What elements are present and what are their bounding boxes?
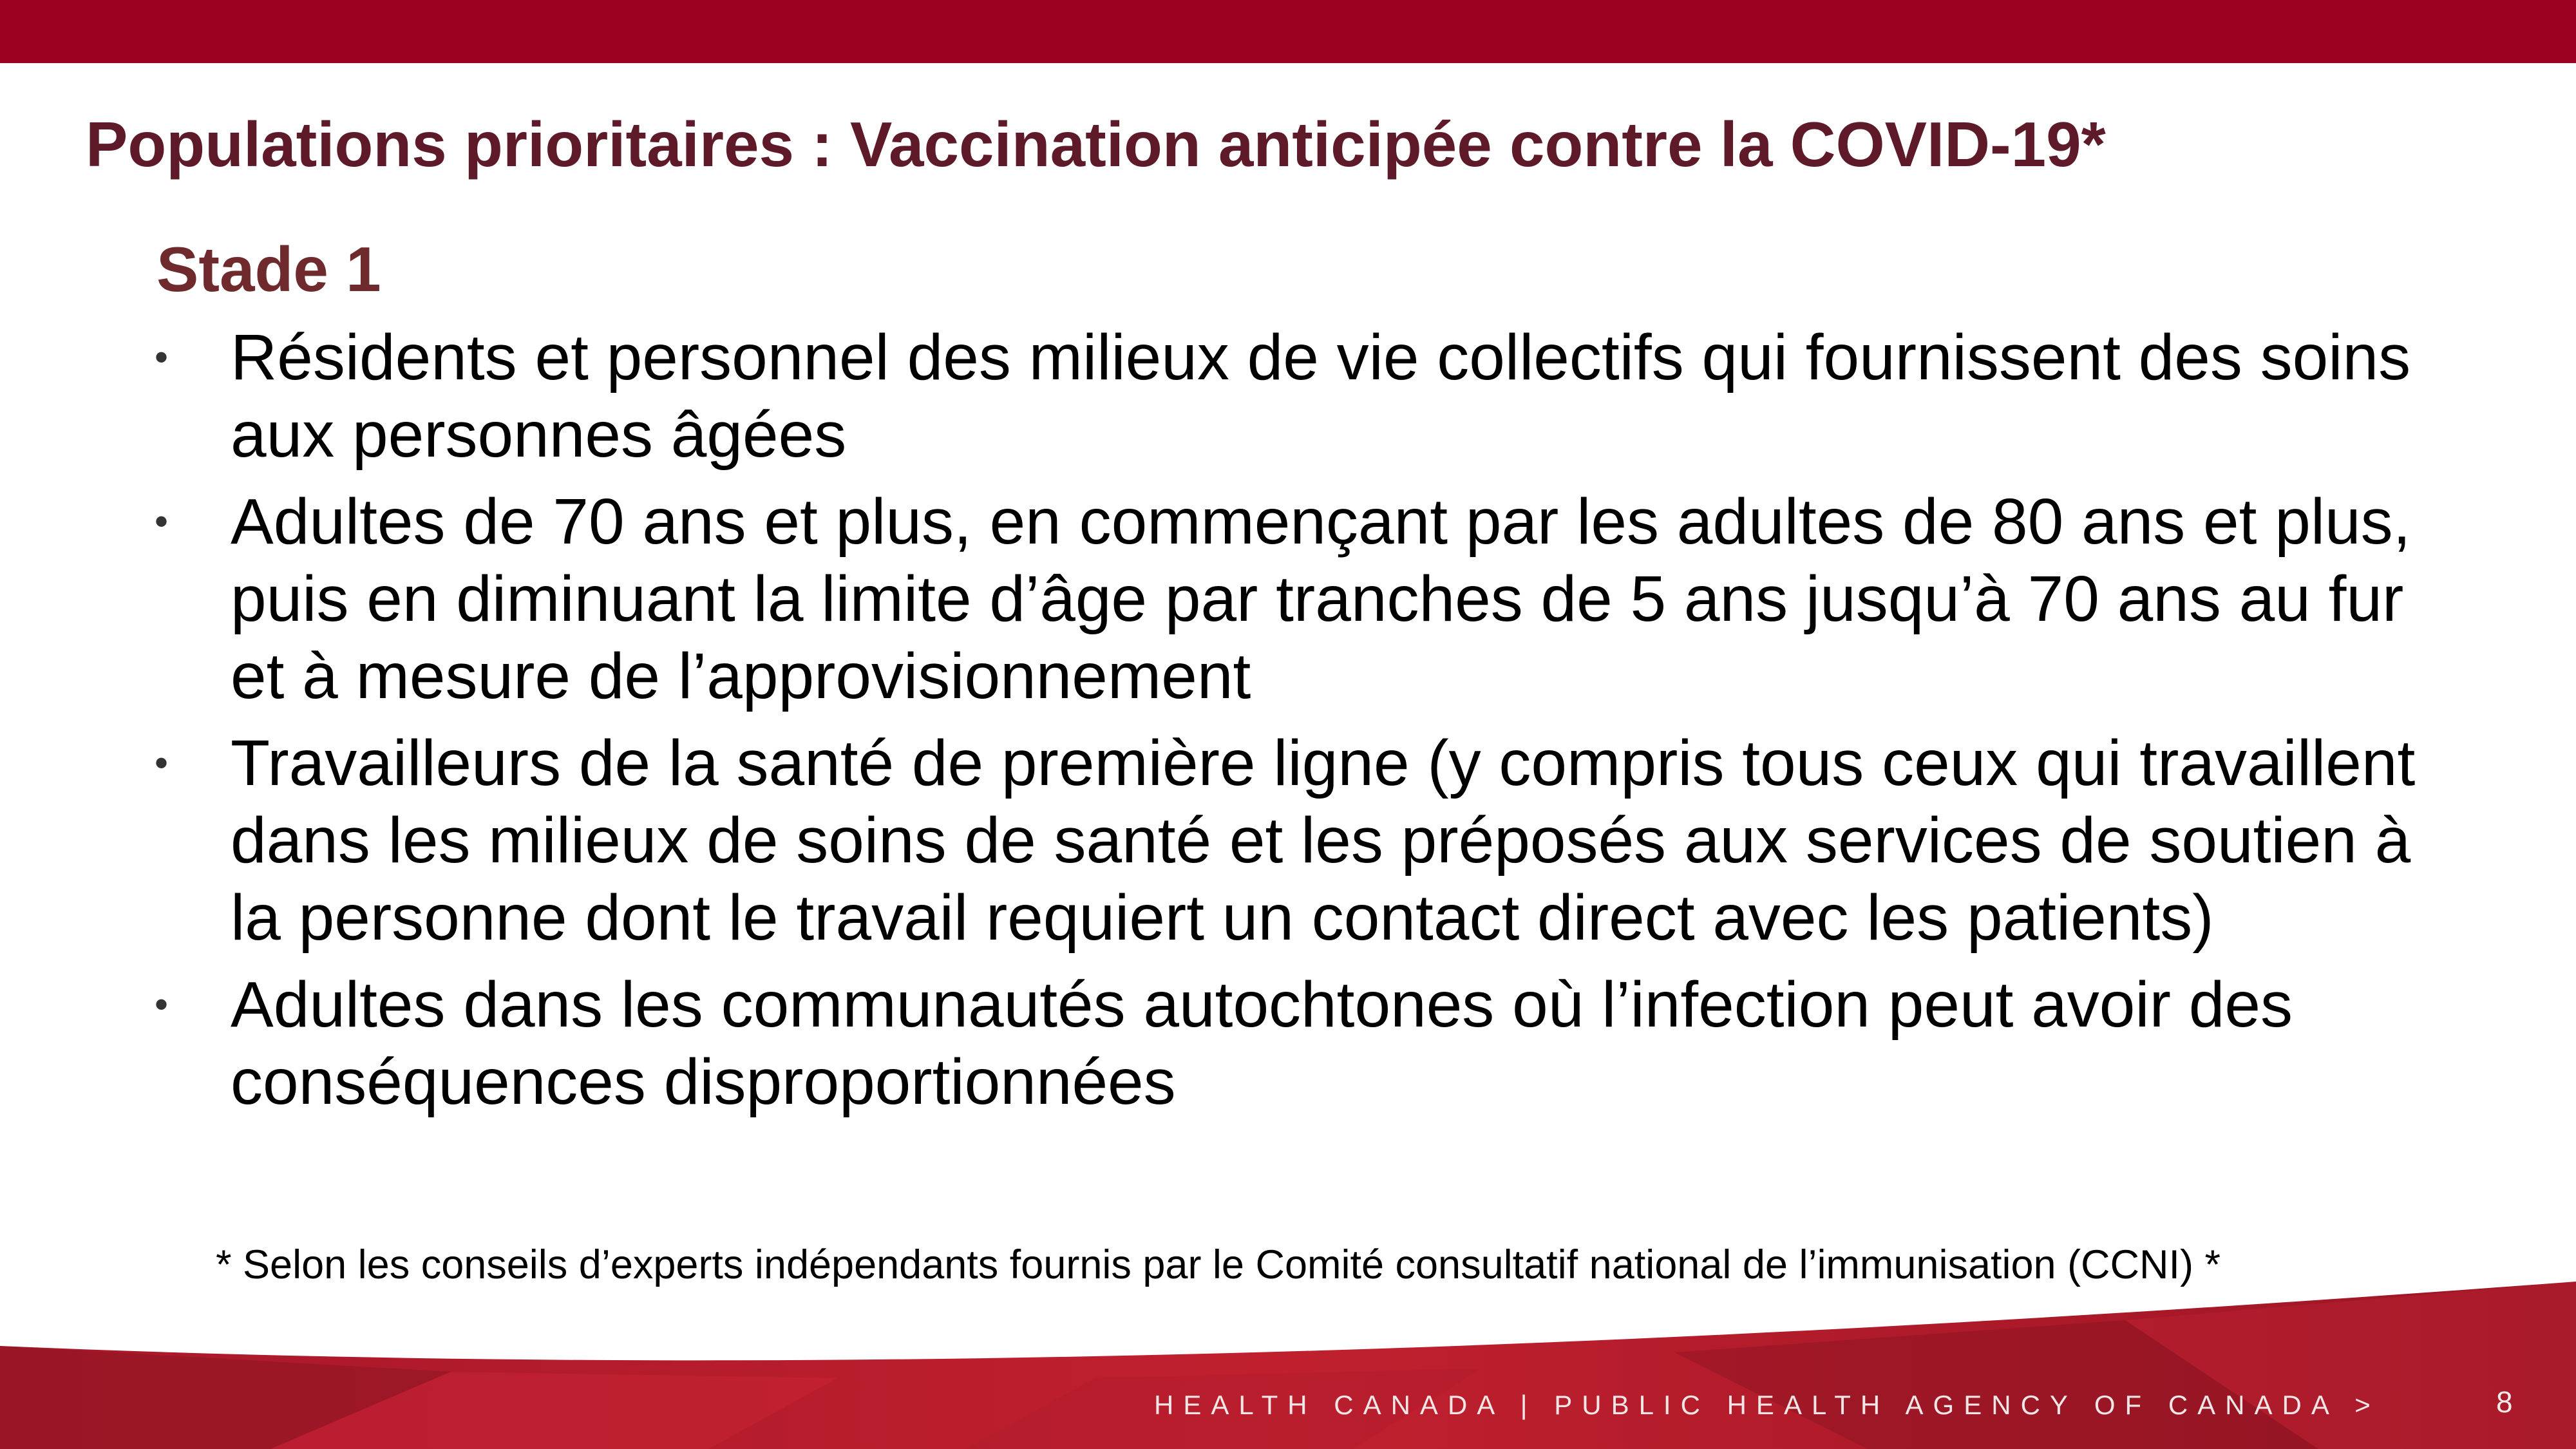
list-item-text: Adultes de 70 ans et plus, en commençant par les adultes de 80 ans et plus, puis en diminuant la limite d’âge par tranches de 5 ans jusqu’à 70 ans au fur et à mesure de l’approvisionnement — [231, 486, 2411, 712]
priority-list — [155, 319, 2447, 1130]
footer-band — [0, 1282, 2576, 1449]
list-item-text: Travailleurs de la santé de première ligne (y compris tous ceux qui travaillent dans les milieux de soins de santé et les préposés aux services de soutien à la personne dont le travail requiert un contact direct avec les patients) — [231, 727, 2416, 954]
stage-heading: Stade 1 — [156, 234, 381, 305]
page-number: 8 — [2496, 1385, 2513, 1419]
list-item-text: Adultes dans les communautés autochtones où l’infection peut avoir des conséquences disproportionnées — [231, 969, 2293, 1118]
list-item — [155, 319, 2447, 473]
page-title: Populations prioritaires : Vaccination anticipée contre la COVID-19* — [86, 109, 2106, 180]
list-item — [155, 966, 2447, 1121]
footnote: * Selon les conseils d’experts indépendants fournis par le Comité consultatif national de l’immunisation (CCNI) * — [216, 1242, 2221, 1287]
bullet-icon: • — [155, 500, 169, 543]
bullet-icon: • — [155, 983, 169, 1026]
top-banner — [0, 0, 2576, 63]
list-item-text: Résidents et personnel des milieux de vie collectifs qui fournissent des soins aux personnes âgées — [231, 321, 2411, 471]
bullet-icon: • — [155, 741, 169, 784]
list-item — [155, 724, 2447, 956]
bullet-icon: • — [155, 336, 169, 379]
footer-agency-text: HEALTH CANADA | PUBLIC HEALTH AGENCY OF CANADA > — [1154, 1390, 2380, 1420]
list-item — [155, 483, 2447, 715]
